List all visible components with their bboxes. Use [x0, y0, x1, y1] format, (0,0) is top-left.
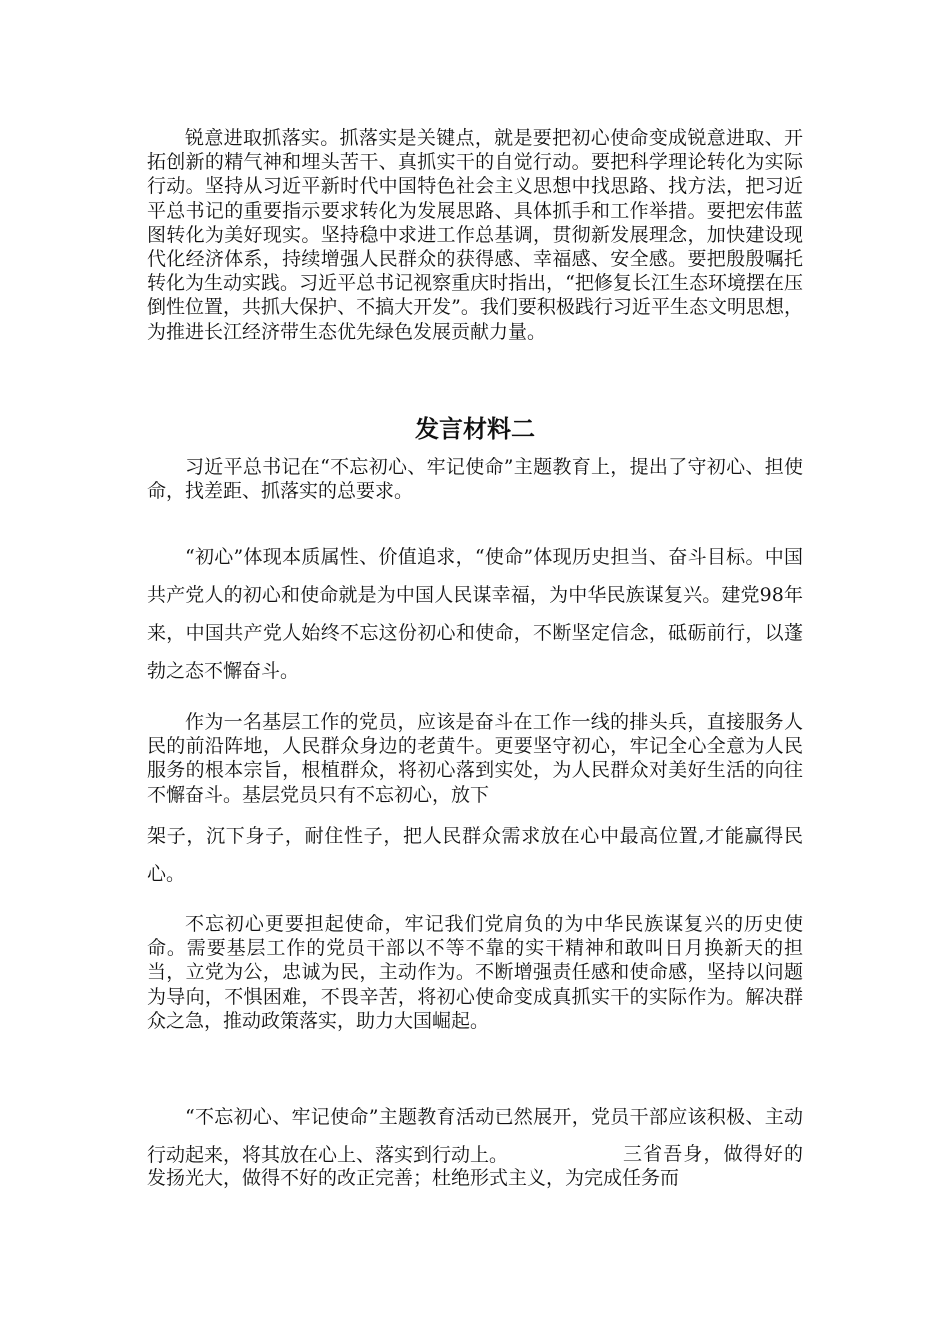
paragraph-grassroots-member: 作为一名基层工作的党员，应该是奋斗在工作一线的排头兵，直接服务人民的前沿阵地，人民群众身边的老黄牛。更要坚守初心，牢记全心全意为人民服务的根本宗旨，根植群众，将初心落到实处，为人民群众对美好生活的向往不懈奋斗。基层党员只有不忘初心，放下 [147, 711, 803, 806]
section-heading: 发言材料二 [415, 414, 535, 443]
paragraph-grasp-implementation: 锐意进取抓落实。抓落实是关键点，就是要把初心使命变成锐意进取、开拓创新的精气神和埋头苦干、真抓实干的自觉行动。要把科学理论转化为实际行动。坚持从习近平新时代中国特色社会主义思想中找思路、找方法，把习近平总书记的重要指示要求转化为发展思路、具体抓手和工作举措。要把宏伟蓝图转化为美好现实。坚持稳中求进工作总基调，贯彻新发展理念，加快建设现代化经济体系，持续增强人民群众的获得感、幸福感、安全感。要把殷殷嘱托转化为生动实践。习近平总书记视察重庆时指出，“把修复长江生态环境摆在压倒性位置，共抓大保护、不搞大开发”。我们要积极践行习近平生态文明思想，为推进长江经济带生态优先绿色发展贡献力量。 [147, 127, 803, 343]
paragraph-general-requirement: 习近平总书记在“不忘初心、牢记使命”主题教育上，提出了守初心、担使命，找差距、抓落实的总要求。 [147, 456, 803, 503]
paragraph-education-campaign: “不忘初心、牢记使命”主题教育活动已然展开，党员干部应该积极、主动行动起来，将其放在心上、落实到行动上。 [147, 1106, 803, 1166]
paragraph-grassroots-member-continued: 架子，沉下身子，耐住性子，把人民群众需求放在心中最高位置,才能赢得民心。 [147, 825, 803, 885]
paragraph-mission: 不忘初心更要担起使命，牢记我们党肩负的为中华民族谋复兴的历史使命。需要基层工作的党员干部以不等不靠的实干精神和敢叫日月换新天的担当，立党为公，忠诚为民，主动作为。不断增强责任感和使命感，坚持以问题为导向，不惧困难，不畏辛苦，将初心使命变成真抓实干的实际作为。解决群众之急，推动政策落实，助力大国崛起。 [147, 913, 803, 1032]
paragraph-original-aspiration: “初心”体现本质属性、价值追求，“使命”体现历史担当、奋斗目标。中国共产党人的初心和使命就是为中国人民谋幸福，为中华民族谋复兴。建党98年来，中国共产党人始终不忘这份初心和使命，不断坚定信念，砥砺前行，以蓬勃之态不懈奋斗。 [147, 546, 803, 682]
paragraph-education-campaign-continued: 三省吾身，做得好的发扬光大，做得不好的改正完善；杜绝形式主义，为完成任务而 [147, 1143, 803, 1190]
